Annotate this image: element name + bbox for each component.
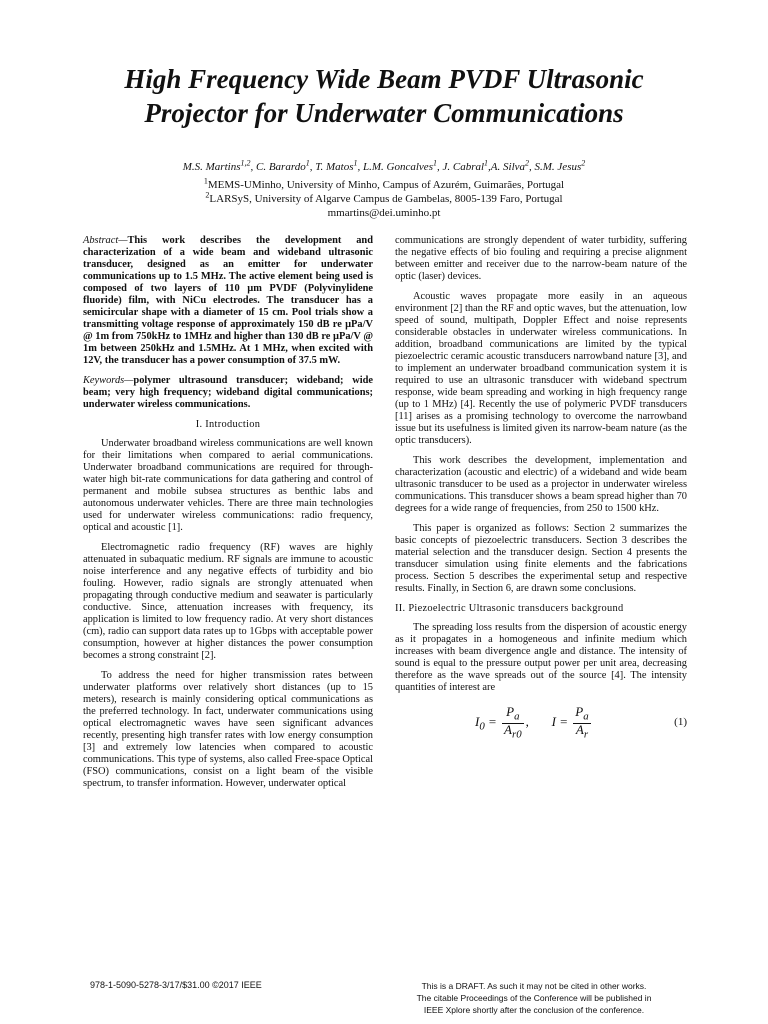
- abstract-text: This work describes the development and characterization of a wide beam and wideband ultrasonic transducer, designed as an emitter for underwater communications up to 1.5 MHz. The active element being used is composed of two layers of 110 µm PVDF (Polyvinylidene fluoride) film, with NiCu electrodes. The transducer has a semicircular shape with a diameter of 15 cm. Pool trials show a transmitting voltage response of approximately 150 dB re µPa/V @ 1m from 750kHz to 1MHz and higher than 130 dB re µPa/V @ 1m between 250kHz and 1.5MHz. At 1 MHz, when excited with 12V, the transducer has a power consumption of 37.5 mW.: [83, 235, 373, 366]
- draft-notice: This is a DRAFT. As such it may not be cited in other works. The citable Proceedings of the Conference will be published in IEEE Xplore shortly after the conclusion of the conference.: [416, 981, 652, 1015]
- author: T. Matos$^1$,: [315, 158, 364, 173]
- affiliation-1: $^1$MEMS-UMinho, University of Minho, Campus of Azurém, Guimarães, Portugal: [203, 176, 565, 191]
- paragraph: This work describes the development, implementation and characterization (acoustic and electric) of a wideband and wide beam ultrasonic transducer to be used as a projector in underwater wireless communications. This transducer shows a beam spread higher than 70 degrees for a wide range of frequencies, from 250 to 1500 kHz.: [395, 455, 687, 514]
- author: S.M. Jesus$^2$: [534, 158, 586, 173]
- author: A. Silva$^2$,: [490, 158, 535, 173]
- keywords: [83, 375, 373, 411]
- copyright-footer: 978-1-5090-5278-3/17/$31.00 ©2017 IEEE: [90, 980, 262, 990]
- keywords-text: polymer ultrasound transducer; wideband; wide beam; very high frequency; wideband digital communications; underwater wireless communications.: [83, 375, 373, 410]
- title-line-1: High Frequency Wide Beam PVDF Ultrasonic: [124, 64, 644, 94]
- paragraph: Acoustic waves propagate more easily in an aqueous environment [2] than the RF and optic waves, but the attenuation, low speed of sound, multipath, Doppler Effect and noise represents considerable obstacles in underwater wireless communications. In addition, broadband communications are limited by the typical piezoelectric ceramic acoustic transducers narrowband nature [3], and to implement an underwater broadband communication system it is required to use an ultrasonic transducer with wideband spectrum response, wide beam spreading and working in high frequency range (up to 1 MHz) [4]. Recently the use of polymeric PVDF transducers [11] arises as a promising technology to overcome the narrowband issue but its usefulness is limited given its narrow-beam nature (as the optic transducers).: [395, 291, 687, 446]
- affiliation-2: $^2$LARSyS, University of Algarve Campus de Gambelas, 8005-139 Faro, Portugal: [205, 190, 563, 205]
- section-heading-introduction: I. Introduction: [195, 419, 261, 430]
- abstract-lead: Abstract—: [83, 235, 128, 246]
- section-heading-background: II. Piezoelectric Ultrasonic transducers background: [395, 603, 624, 614]
- author: C. Barardo$^1$,: [255, 158, 316, 173]
- keywords-lead: Keywords—: [83, 375, 134, 386]
- author: J. Cabral$^1$,: [442, 158, 491, 173]
- equation-number: (1): [674, 716, 687, 728]
- equation-1: [395, 702, 687, 750]
- paragraph: communications are strongly dependent of water turbidity, suffering the negative effects of bio fouling and requiring a precise alignment between emitter and receiver due to the narrow-beam nature of the optic (laser) devices.: [395, 235, 687, 282]
- right-column: [395, 235, 687, 750]
- paragraph: To address the need for higher transmission rates between underwater platforms over relatively short distances (up to 15 meters), research is mainly considering optical communications as the preferred technology. In fact, underwater communications using optical electromagnetic waves have seen significant advances recently, presenting high transfer rates with low energy consumption [3] and extremely low latencies when compared to acoustic communications. This type of systems, also called Free-space Optical (FSO) communications, consist on a light beam of the visible spectrum, to transfer information. However, underwater optical: [83, 670, 373, 789]
- paragraph: Electromagnetic radio frequency (RF) waves are highly attenuated in subaquatic medium. RF signals are immune to acoustic noise interference and any negative effects of turbidity and bio fouling. However, radio signals are strongly attenuated when propagating through conductive medium and seawater is particularly conductive. Since, attenuation increases with frequency, its application is limited to low frequency radio. At very short distances (cm), radio can support data rates up to 1Gbps with acceptable power consumption, however at higher distances the power consumption becomes a strong constraint [2].: [83, 542, 373, 661]
- paragraph: This paper is organized as follows: Section 2 summarizes the basic concepts of piezoelectric transducers. Section 3 describes the material selection and the transducer design. Section 4 presents the transducer simulation using finite elements and the fabrications process. Section 5 describes the experimental setup and respective results. Finally, in Section 6, are drawn some conclusions.: [395, 523, 687, 594]
- author-email: mmartins@dei.uminho.pt: [327, 207, 441, 219]
- fraction: $\frac{P_a}{A_{r0}}$: [504, 704, 522, 741]
- left-column: [83, 235, 373, 798]
- paragraph: The spreading loss results from the dispersion of acoustic energy as it propagates in a homogeneous and infinite medium which increases with beam divergence angle and distance. The intensity of sound is equal to the pressure output power per unit area, decreasing therefore as the wave spreads out of the source [4]. The intensity quantities of interest are: [395, 622, 687, 693]
- affiliations: [40, 178, 728, 220]
- abstract: [83, 235, 373, 367]
- author: L.M. Goncalves$^1$,: [363, 158, 443, 173]
- paragraph: Underwater broadband wireless communications are well known for their limitations when compared to aerial communications. Underwater broadband communications are required for through-water high bit-rate communications for data gathering and control of permanent and mobile subsea structures as benthic labs and autonomous underwater vehicles. There are three main technologies used for underwater wireless communications: radio frequency, optical and acoustic [1].: [83, 438, 373, 533]
- title-line-2: Projector for Underwater Communications: [144, 98, 624, 128]
- equation-body: $I_0$ = $\frac{P_a}{A_{r0}}$ , I = $\frac{P_a}{A_r}$: [475, 704, 589, 741]
- fraction: $\frac{P_a}{A_r}$: [575, 704, 589, 741]
- author-list: [40, 160, 728, 174]
- author: M.S. Martins$^{1,2}$,: [182, 158, 256, 173]
- paper-title: [40, 62, 728, 130]
